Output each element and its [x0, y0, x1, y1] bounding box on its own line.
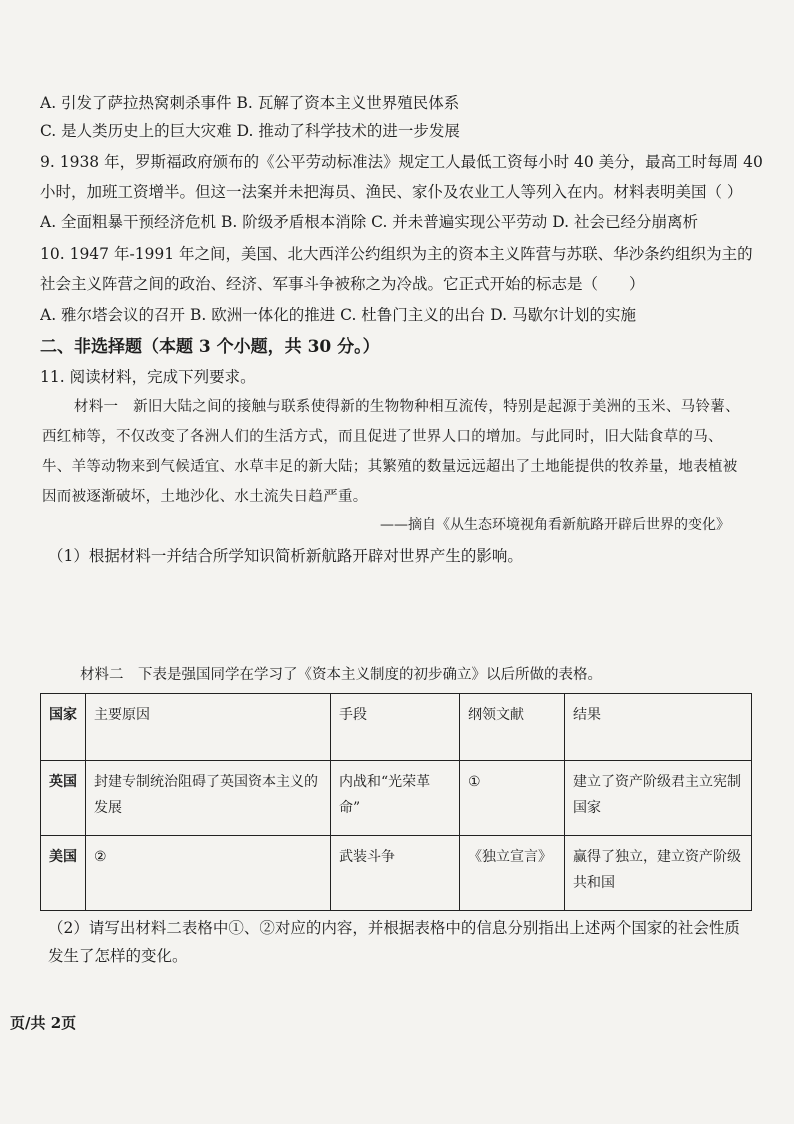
row-means: 内战和“光荣革命”	[331, 760, 460, 835]
row-result: 建立了资产阶级君主立宪制国家	[565, 760, 752, 835]
material-one-text: 材料一 新旧大陆之间的接触与联系使得新的生物物种相互流传，特别是起源于美洲的玉米、马铃薯、西红柿等，不仅改变了各洲人们的生活方式，而且促进了世界人口的增加。与此同时，旧大陆食草的马、牛、羊等动物来到气候适宜、水草丰足的新大陆；其繁殖的数量远远超出了土地能提供的牧养量，地表植被因而被逐渐破坏，土地沙化、水土流失日趋严重。	[42, 399, 740, 505]
material-one	[42, 392, 742, 512]
page-footer: 页/共 2页	[10, 1014, 77, 1032]
header-country: 国家	[41, 694, 86, 761]
row-reason: ②	[86, 835, 331, 910]
q10-stem-1: 10. 1947 年-1991 年之间，美国、北大西洋公约组织为主的资本主义阵营与苏联、华沙条约组织为主的	[40, 245, 753, 263]
row-document: ①	[460, 760, 565, 835]
section-heading: 二、非选择题（本题 3 个小题，共 30 分。）	[40, 337, 380, 357]
q10-stem-2: 社会主义阵营之间的政治、经济、军事斗争被称之为冷战。它正式开始的标志是（ ）	[40, 275, 645, 293]
header-result: 结果	[565, 694, 752, 761]
header-means: 手段	[331, 694, 460, 761]
row-result: 赢得了独立，建立资产阶级共和国	[565, 835, 752, 910]
material-one-source: ——摘自《从生态环境视角看新航路开辟后世界的变化》	[380, 517, 730, 533]
q9-stem-2: 小时，加班工资增半。但这一法案并未把海员、渔民、家仆及农业工人等列入在内。材料表明美国（ ）	[40, 183, 743, 201]
row-country: 英国	[41, 760, 86, 835]
q11-part2-line2: 发生了怎样的变化。	[48, 947, 188, 965]
q11-part2-line1: （2）请写出材料二表格中①、②对应的内容，并根据表格中的信息分别指出上述两个国家的社会性质	[48, 919, 740, 937]
comparison-table	[40, 693, 752, 911]
q11-instruction: 11. 阅读材料，完成下列要求。	[40, 368, 256, 386]
q8-options-cd: C. 是人类历史上的巨大灾难 D. 推动了科学技术的进一步发展	[40, 122, 460, 140]
table-header-row	[41, 694, 752, 761]
table-row	[41, 835, 752, 910]
q11-part1: （1）根据材料一并结合所学知识简析新航路开辟对世界产生的影响。	[48, 547, 523, 565]
q8-options-ab: A. 引发了萨拉热窝刺杀事件 B. 瓦解了资本主义世界殖民体系	[40, 94, 460, 112]
q9-options: A. 全面粗暴干预经济危机 B. 阶级矛盾根本消除 C. 并未普遍实现公平劳动 D. 社会已经分崩离析	[40, 213, 698, 231]
row-means: 武装斗争	[331, 835, 460, 910]
table-row	[41, 760, 752, 835]
q10-options: A. 雅尔塔会议的召开 B. 欧洲一体化的推进 C. 杜鲁门主义的出台 D. 马歇尔计划的实施	[40, 306, 636, 324]
header-reason: 主要原因	[86, 694, 331, 761]
row-reason: 封建专制统治阻碍了英国资本主义的发展	[86, 760, 331, 835]
row-country: 美国	[41, 835, 86, 910]
row-document: 《独立宣言》	[460, 835, 565, 910]
header-document: 纲领文献	[460, 694, 565, 761]
q9-stem-1: 9. 1938 年，罗斯福政府颁布的《公平劳动标准法》规定工人最低工资每小时 40 美分，最高工时每周 40	[40, 153, 763, 171]
material-two-intro: 材料二 下表是强国同学在学习了《资本主义制度的初步确立》以后所做的表格。	[80, 667, 602, 683]
